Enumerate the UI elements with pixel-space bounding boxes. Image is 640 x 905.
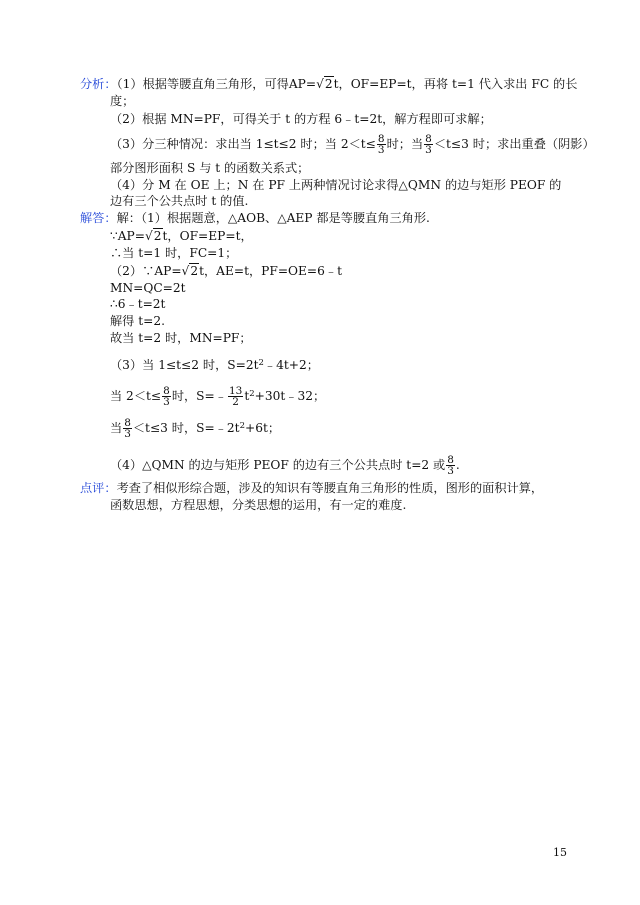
sqrt-symbol: √2 (181, 264, 199, 278)
analysis-line-1-cont: 度； (110, 94, 135, 108)
sqrt-symbol: √2 (316, 77, 333, 91)
analysis-line-5: （4）分 M 在 OE 上；N 在 PF 上两种情况讨论求得△QMN 的边与矩形 PEOF 的 (110, 178, 562, 192)
solution-line-12: （4）△QMN 的边与矩形 PEOF 的边有三个公共点时 t=2 或 $\frac{8}{3}$ . (110, 454, 460, 477)
solution-line-8: 故当 t=2 时，MN=PF； (110, 331, 252, 345)
solution-line-1: 解答：解：（1）根据题意，△AOB、△AEP 都是等腰直角三角形. (80, 211, 430, 225)
solution-line-4: （2）∵AP=√2t，AE=t，PF=OE=6﹣t (110, 264, 342, 278)
solution-line-5: MN=QC=2t (110, 281, 186, 295)
fraction-8-3: $\frac{8}{3}$ (163, 385, 170, 408)
analysis-line-4: 部分图形面积 S 与 t 的函数关系式； (110, 161, 310, 175)
solution-line-10: 当 2＜t≤ $\frac{8}{3}$ 时，S=﹣ $\frac{13}{2}$ $t^2+30t﹣32$； (110, 385, 326, 408)
fraction-8-3: $\frac{8}{3}$ (124, 417, 131, 440)
fraction-8-3: $\frac{8}{3}$ (377, 133, 385, 156)
comment-label: 点评： (80, 481, 117, 495)
solution-line-2: ∵AP=√2t，OF=EP=t， (110, 229, 253, 243)
comment-line-2: 函数思想，方程思想，分类思想的运用，有一定的难度. (110, 498, 407, 512)
analysis-line-6: 边有三个公共点时 t 的值. (110, 194, 249, 208)
fraction-13-2: $\frac{13}{2}$ (228, 385, 243, 408)
solution-line-7: 解得 t=2. (110, 314, 165, 328)
analysis-line-3: （3）分三种情况：求出当 1≤t≤2 时；当 2＜t≤ $\frac{8}{3}$ 时；当 $\frac{8}{3}$ ＜t≤3 时；求出重叠（阴影） (110, 133, 595, 156)
fraction-8-3: $\frac{8}{3}$ (447, 454, 454, 477)
analysis-line-1: 分析：（1）根据等腰直角三角形，可得AP=√2t，OF=EP=t，再将 t=1 代入求出 FC 的长 (80, 77, 578, 91)
analysis-label: 分析： (80, 77, 117, 91)
comment-line-1: 点评：考查了相似形综合题，涉及的知识有等腰直角三角形的性质，图形的面积计算， (80, 481, 544, 495)
solution-label: 解答： (80, 211, 117, 225)
sqrt-symbol: √2 (144, 229, 162, 243)
solution-line-11: 当 $\frac{8}{3}$ ＜t≤3 时，$S=﹣2t^2+6t$； (110, 417, 281, 440)
solution-line-9: （3）当 1≤t≤2 时，$S=2t^2﹣4t+2$； (110, 358, 319, 372)
solution-line-3: ∴当 t=1 时，FC=1； (110, 246, 238, 260)
fraction-8-3: $\frac{8}{3}$ (425, 133, 432, 156)
analysis-line-2: （2）根据 MN=PF，可得关于 t 的方程 6﹣t=2t，解方程即可求解； (110, 112, 492, 126)
page-number: 15 (553, 846, 567, 859)
solution-line-6: ∴6﹣t=2t (110, 297, 166, 311)
